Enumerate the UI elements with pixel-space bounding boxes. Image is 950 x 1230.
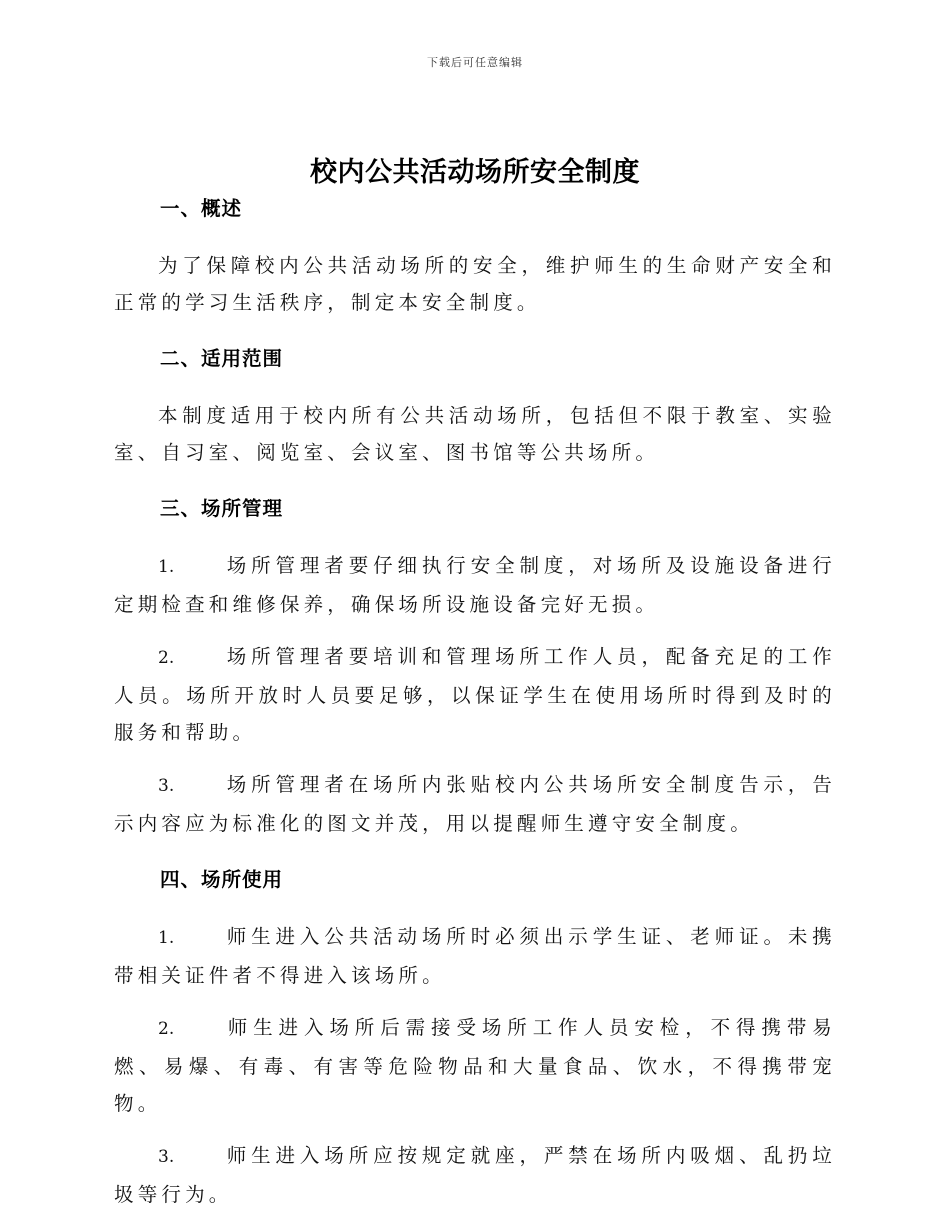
section-paragraph: 为了保障校内公共活动场所的安全，维护师生的生命财产安全和正常的学习生活秩序，制定本安全制度。	[114, 254, 836, 314]
list-item-text: 师生进入公共活动场所时必须出示学生证、老师证。未携带相关证件者不得进入该场所。	[114, 925, 836, 987]
list-item	[114, 918, 836, 994]
list-item-text: 场所管理者要仔细执行安全制度，对场所及设施设备进行定期检查和维修保养，确保场所设施设备完好无损。	[114, 554, 836, 616]
list-item-number: 3.	[158, 776, 175, 796]
list-item	[114, 1137, 836, 1213]
section-heading: 二、适用范围	[160, 347, 284, 370]
section-overview	[114, 194, 836, 321]
document-title: 校内公共活动场所安全制度	[310, 157, 640, 188]
list-item	[114, 1009, 836, 1122]
section-heading: 四、场所使用	[160, 868, 284, 891]
list-item-text: 场所管理者要培训和管理场所工作人员，配备充足的工作人员。场所开放时人员要足够，以保证学生在使用场所时得到及时的服务和帮助。	[114, 645, 836, 744]
header-note: 下载后可任意编辑	[427, 56, 523, 69]
list-item	[114, 547, 836, 623]
list-item-number: 2.	[158, 1019, 175, 1039]
section-venue-use	[114, 865, 836, 1213]
list-item-number: 3.	[158, 1147, 175, 1167]
list-item-text: 场所管理者在场所内张贴校内公共场所安全制度告示，告示内容应为标准化的图文并茂，用以提醒师生遵守安全制度。	[114, 773, 836, 835]
list-item	[114, 638, 836, 751]
list-item-number: 1.	[158, 928, 175, 948]
list-item-number: 1.	[158, 557, 175, 577]
list-item-text: 师生进入场所应按规定就座，严禁在场所内吸烟、乱扔垃圾等行为。	[114, 1144, 836, 1206]
section-heading: 一、概述	[160, 197, 243, 220]
section-heading: 三、场所管理	[160, 497, 284, 520]
document-body	[114, 194, 836, 1213]
list-item	[114, 766, 836, 842]
list-item-text: 师生进入场所后需接受场所工作人员安检，不得携带易燃、易爆、有毒、有害等危险物品和大量食品、饮水，不得携带宠物。	[114, 1016, 836, 1115]
list-item-number: 2.	[158, 648, 175, 668]
section-venue-management	[114, 494, 836, 842]
section-scope	[114, 344, 836, 471]
section-paragraph: 本制度适用于校内所有公共活动场所，包括但不限于教室、实验室、自习室、阅览室、会议室、图书馆等公共场所。	[114, 404, 836, 464]
